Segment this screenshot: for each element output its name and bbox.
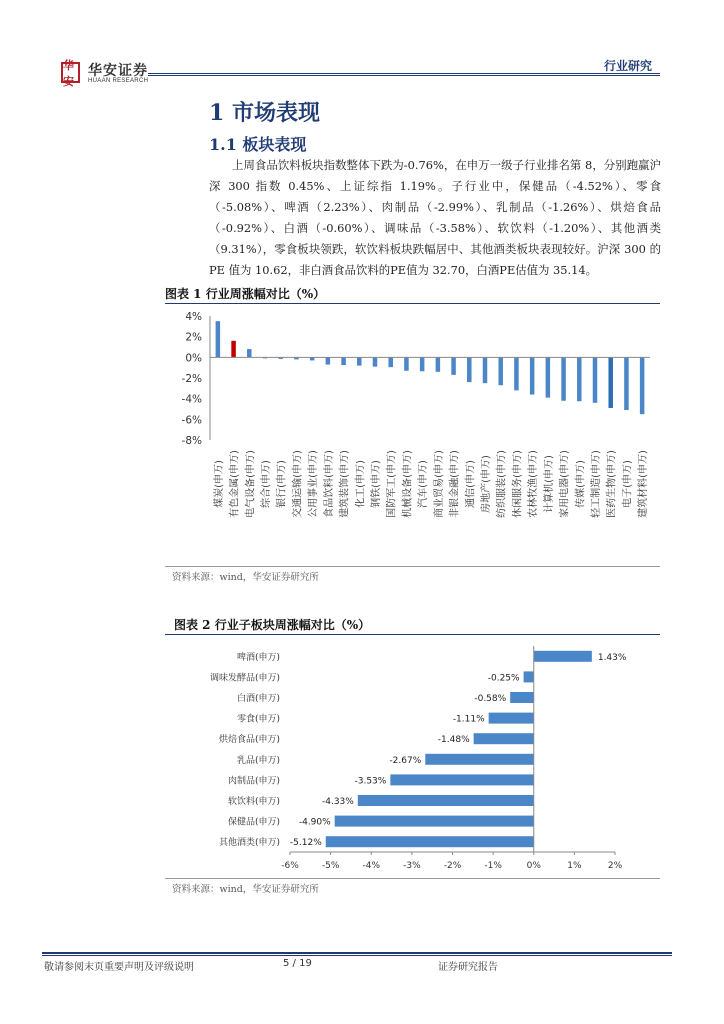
x-tick-label: -3% bbox=[403, 861, 421, 871]
bar-房地产(申万) bbox=[483, 357, 488, 383]
data-label: -5.12% bbox=[289, 838, 322, 849]
header-rule bbox=[148, 73, 660, 74]
y-tick-label: -6% bbox=[181, 414, 202, 427]
x-tick-label: 计算机(申万) bbox=[543, 455, 555, 513]
figure1-bottom-rule bbox=[165, 566, 660, 567]
x-tick-label: 非银金融(申万) bbox=[449, 450, 461, 518]
y-tick-label: -4% bbox=[181, 393, 202, 406]
data-label: -0.58% bbox=[474, 694, 507, 704]
y-tick-label: 4% bbox=[185, 311, 202, 323]
bar-化工(申万) bbox=[357, 357, 362, 365]
figure1-source: 资料来源：wind，华安证券研究所 bbox=[172, 572, 319, 583]
x-tick-label: -6% bbox=[281, 861, 299, 871]
x-tick-label: 食品饮料(申万) bbox=[323, 450, 335, 518]
x-tick-label: 公用事业(申万) bbox=[308, 450, 320, 518]
bar-乳品(申万) bbox=[425, 754, 533, 765]
data-label: -0.25% bbox=[487, 673, 520, 684]
x-tick-label: 电子(申万) bbox=[622, 460, 634, 508]
data-label: -3.53% bbox=[354, 776, 387, 787]
footer-doc-type: 证券研究报告 bbox=[438, 962, 498, 973]
x-tick-label: 1% bbox=[567, 861, 582, 871]
bar-机械设备(申万) bbox=[404, 357, 409, 370]
bar-家用电器(申万) bbox=[561, 357, 566, 400]
figure1-chart bbox=[165, 306, 665, 564]
bar-商业贸易(申万) bbox=[436, 357, 441, 371]
y-tick-label: 软饮料(申万) bbox=[227, 797, 280, 807]
bar-通信(申万) bbox=[467, 357, 472, 382]
data-label: -2.67% bbox=[389, 755, 422, 766]
bar-烘焙食品(申万) bbox=[474, 733, 534, 744]
y-tick-label: 0% bbox=[185, 352, 202, 365]
figure1-rule bbox=[165, 303, 660, 304]
y-tick-label: 调味发酵品(申万) bbox=[209, 673, 280, 684]
bar-医药生物(申万) bbox=[608, 357, 613, 408]
bar-白酒(申万) bbox=[510, 692, 534, 703]
bar-软饮料(申万) bbox=[358, 795, 534, 806]
x-tick-label: 建筑装饰(申万) bbox=[339, 450, 351, 518]
x-tick-label: -2% bbox=[443, 861, 462, 871]
bar-煤炭(申万) bbox=[216, 321, 221, 357]
x-tick-label: 商业贸易(申万) bbox=[433, 450, 445, 518]
logo-mark: 华安 bbox=[61, 62, 80, 83]
header-rule-thin bbox=[148, 75, 660, 76]
section-label: 行业研究 bbox=[604, 59, 653, 73]
y-tick-label: 其他酒类(申万) bbox=[218, 838, 280, 849]
x-tick-label: -1% bbox=[484, 861, 502, 871]
x-tick-label: 机械设备(申万) bbox=[402, 450, 414, 518]
logo-subtext: HUAAN RESEARCH bbox=[88, 78, 149, 84]
figure2-chart bbox=[165, 638, 665, 878]
y-tick-label: 乳品(申万) bbox=[236, 755, 280, 766]
x-tick-label: 休闲服务(申万) bbox=[512, 450, 524, 518]
figure2-source: 资料来源：wind，华安证券研究所 bbox=[172, 884, 319, 895]
x-tick-label: 2% bbox=[607, 861, 623, 871]
x-tick-label: -4% bbox=[362, 861, 381, 871]
y-tick-label: 肉制品(申万) bbox=[227, 776, 280, 787]
figure2-rule bbox=[165, 634, 660, 635]
logo-text: 华安证券 bbox=[88, 63, 148, 79]
y-tick-label: 啤酒(申万) bbox=[236, 652, 280, 663]
y-tick-label: 2% bbox=[185, 331, 202, 344]
bar-食品饮料(申万) bbox=[326, 357, 331, 364]
bar-建筑装饰(申万) bbox=[341, 357, 346, 365]
x-tick-label: 0% bbox=[526, 861, 541, 871]
bar-传媒(申万) bbox=[577, 357, 582, 401]
bar-非银金融(申万) bbox=[451, 357, 456, 375]
footer-rule bbox=[42, 952, 672, 954]
footer-rule-thin bbox=[42, 955, 672, 956]
x-tick-label: 有色金属(申万) bbox=[229, 450, 241, 518]
x-tick-label: 交通运输(申万) bbox=[292, 450, 304, 518]
y-tick-label: 保健品(申万) bbox=[227, 817, 280, 828]
x-tick-label: 房地产(申万) bbox=[481, 455, 492, 513]
bar-建筑材料(申万) bbox=[640, 357, 645, 414]
bar-啤酒(申万) bbox=[534, 651, 592, 662]
bar-保健品(申万) bbox=[335, 816, 534, 827]
x-tick-label: 银行(申万) bbox=[276, 460, 288, 508]
heading-1: 1 市场表现 bbox=[209, 100, 320, 126]
figure1-title: 图表 1 行业周涨幅对比（%） bbox=[165, 287, 326, 301]
data-label: -4.33% bbox=[322, 797, 354, 807]
x-tick-label: 综合(申万) bbox=[261, 460, 272, 508]
x-tick-label: 煤炭(申万) bbox=[213, 460, 225, 508]
footer-disclaimer: 敬请参阅末页重要声明及评级说明 bbox=[44, 962, 194, 973]
x-tick-label: 电气设备(申万) bbox=[245, 450, 257, 518]
data-label: -1.48% bbox=[437, 735, 470, 746]
page-number: 5 / 19 bbox=[283, 958, 312, 969]
x-tick-label: 建筑材料(申万) bbox=[638, 450, 650, 518]
data-label: -4.90% bbox=[298, 817, 331, 828]
x-tick-label: -5% bbox=[321, 861, 340, 871]
data-label: -1.11% bbox=[452, 714, 485, 725]
x-tick-label: 传媒(申万) bbox=[575, 460, 587, 508]
x-tick-label: 汽车(申万) bbox=[418, 460, 430, 508]
bar-有色金属(申万) bbox=[231, 341, 236, 358]
figure2-bottom-rule bbox=[165, 878, 660, 879]
x-tick-label: 化工(申万) bbox=[355, 460, 367, 508]
x-tick-label: 国防军工(申万) bbox=[386, 450, 398, 518]
bar-其他酒类(申万) bbox=[326, 836, 534, 847]
figure2-title: 图表 2 行业子板块周涨幅对比（%） bbox=[174, 618, 371, 632]
heading-2: 1.1 板块表现 bbox=[209, 135, 307, 154]
y-tick-label: 烘焙食品(申万) bbox=[218, 735, 280, 746]
y-tick-label: -8% bbox=[181, 435, 202, 447]
bar-调味发酵品(申万) bbox=[524, 671, 534, 682]
bar-钢铁(申万) bbox=[373, 357, 378, 366]
bar-肉制品(申万) bbox=[390, 774, 533, 785]
x-tick-label: 纺织服装(申万) bbox=[496, 450, 508, 518]
x-tick-label: 轻工制造(申万) bbox=[591, 450, 602, 518]
body-paragraph: 上周食品饮料板块指数整体下跌为-0.76%，在申万一级子行业排名第 8，分别跑赢沪深 300 指数 0.45%、上证综指 1.19%。子行业中，保健品（-4.52%）、零食（-5.08%）、啤酒（2.23%）、肉制品（-2.99%）、乳制品（-1.26%）、烘焙食品（-0.92%）、白酒（-0.60%）、调味品（-3.58%）、软饮料（-1.20%）、其他酒类（9.31%），零食板块领跌，软饮料板块跌幅居中、其他酒类板块表现较好。沪深 300 的 PE 值为 10.62，非白酒食品饮料的PE值为 32.70，白酒PE估值为 35.14。 bbox=[209, 158, 661, 277]
bar-纺织服装(申万) bbox=[498, 357, 503, 385]
bar-计算机(申万) bbox=[546, 357, 551, 397]
bar-汽车(申万) bbox=[420, 357, 425, 371]
x-tick-label: 医药生物(申万) bbox=[606, 450, 618, 518]
bar-国防军工(申万) bbox=[388, 357, 393, 367]
data-label: 1.43% bbox=[597, 652, 627, 663]
x-tick-label: 家用电器(申万) bbox=[559, 450, 571, 518]
x-tick-label: 通信(申万) bbox=[465, 460, 477, 508]
bar-休闲服务(申万) bbox=[514, 357, 519, 390]
x-tick-label: 钢铁(申万) bbox=[371, 460, 382, 508]
y-tick-label: 零食(申万) bbox=[236, 714, 280, 725]
y-tick-label: 白酒(申万) bbox=[236, 694, 280, 704]
bar-轻工制造(申万) bbox=[593, 357, 598, 402]
bar-农林牧渔(申万) bbox=[530, 357, 535, 394]
bar-零食(申万) bbox=[489, 713, 534, 724]
bar-电子(申万) bbox=[624, 357, 629, 410]
y-tick-label: -2% bbox=[181, 373, 202, 385]
bar-电气设备(申万) bbox=[247, 349, 252, 357]
x-tick-label: 农林牧渔(申万) bbox=[528, 450, 540, 518]
